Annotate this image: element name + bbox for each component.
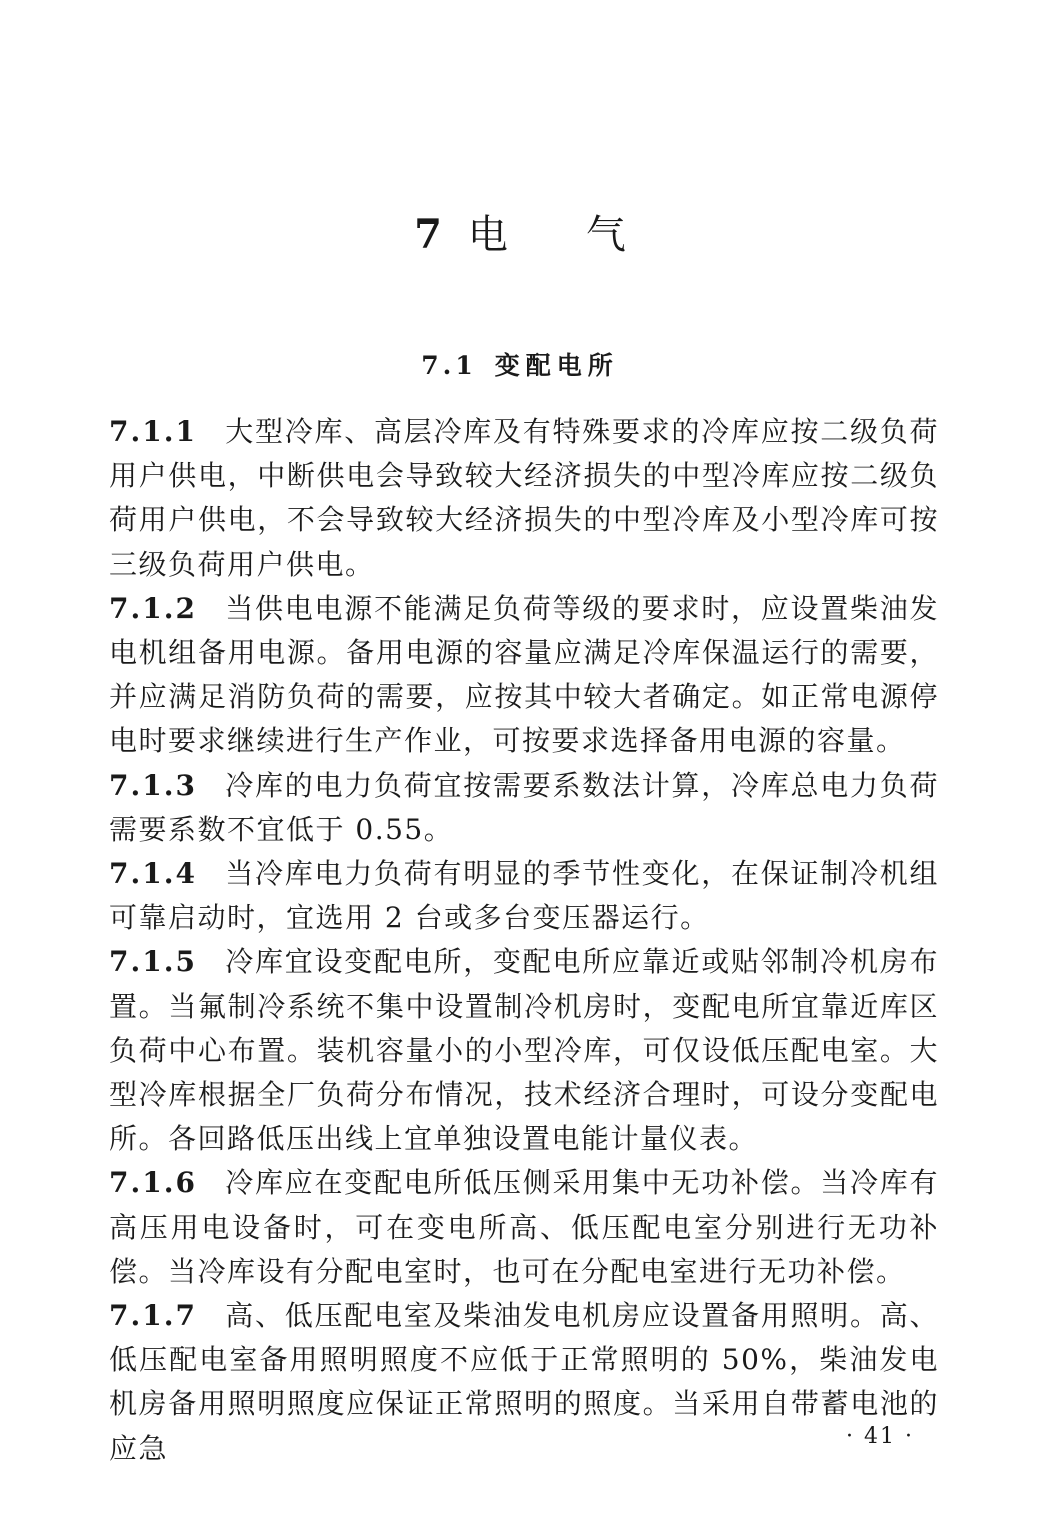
clause-list [109, 410, 939, 1471]
clause-text: 当冷库电力负荷有明显的季节性变化，在保证制冷机组可靠启动时，宜选用 2 台或多台变压器运行。 [109, 857, 939, 935]
clause-text: 冷库宜设变配电所，变配电所应靠近或贴邻制冷机房布置。当氟制冷系统不集中设置制冷机房时，变配电所宜靠近库区负荷中心布置。装机容量小的小型冷库，可仅设低压配电室。大型冷库根据全厂负荷分布情况，技术经济合理时，可设分变配电所。各回路低压出线上宜单独设置电能计量仪表。 [109, 945, 939, 1156]
clause-text: 高、低压配电室及柴油发电机房应设置备用照明。高、低压配电室备用照明照度不应低于正常照明的 50%，柴油发电机房备用照明照度应保证正常照明的照度。当采用自带蓄电池的应急 [109, 1299, 939, 1465]
page-number: · 41 · [846, 1424, 914, 1449]
clause-7-1-1 [109, 410, 939, 587]
clause-7-1-5 [109, 940, 939, 1161]
chapter-number: 7 [414, 211, 442, 258]
clause-number: 7.1.5 [109, 945, 197, 979]
clause-number: 7.1.7 [109, 1299, 197, 1333]
clause-7-1-4 [109, 852, 939, 940]
chapter-title-char-2: 气 [585, 212, 626, 258]
chapter-title-char-1: 电 [467, 212, 508, 258]
clause-7-1-3 [109, 764, 939, 852]
clause-text: 冷库的电力负荷宜按需要系数法计算，冷库总电力负荷需要系数不宜低于 0.55。 [109, 768, 939, 846]
section-title [0, 346, 1040, 386]
clause-text: 冷库应在变配电所低压侧采用集中无功补偿。当冷库有高压用电设备时，可在变电所高、低压配电室分别进行无功补偿。当冷库设有分配电室时，也可在分配电室进行无功补偿。 [109, 1166, 939, 1288]
chapter-title [0, 205, 1040, 265]
clause-number: 7.1.6 [109, 1166, 197, 1200]
clause-text: 大型冷库、高层冷库及有特殊要求的冷库应按二级负荷用户供电，中断供电会导致较大经济损失的中型冷库应按二级负荷用户供电，不会导致较大经济损失的中型冷库及小型冷库可按三级负荷用户供电。 [109, 415, 939, 581]
clause-7-1-2 [109, 587, 939, 764]
clause-7-1-7 [109, 1294, 939, 1471]
clause-text: 当供电电源不能满足负荷等级的要求时，应设置柴油发电机组备用电源。备用电源的容量应满足冷库保温运行的需要，并应满足消防负荷的需要，应按其中较大者确定。如正常电源停电时要求继续进行生产作业，可按要求选择备用电源的容量。 [109, 591, 939, 758]
clause-7-1-6 [109, 1161, 939, 1294]
clause-number: 7.1.3 [109, 768, 197, 802]
clause-number: 7.1.4 [109, 857, 197, 891]
section-number: 7.1 [421, 351, 477, 380]
section-title-text: 变配电所 [494, 351, 619, 380]
clause-number: 7.1.2 [109, 591, 197, 625]
clause-number: 7.1.1 [109, 415, 197, 448]
